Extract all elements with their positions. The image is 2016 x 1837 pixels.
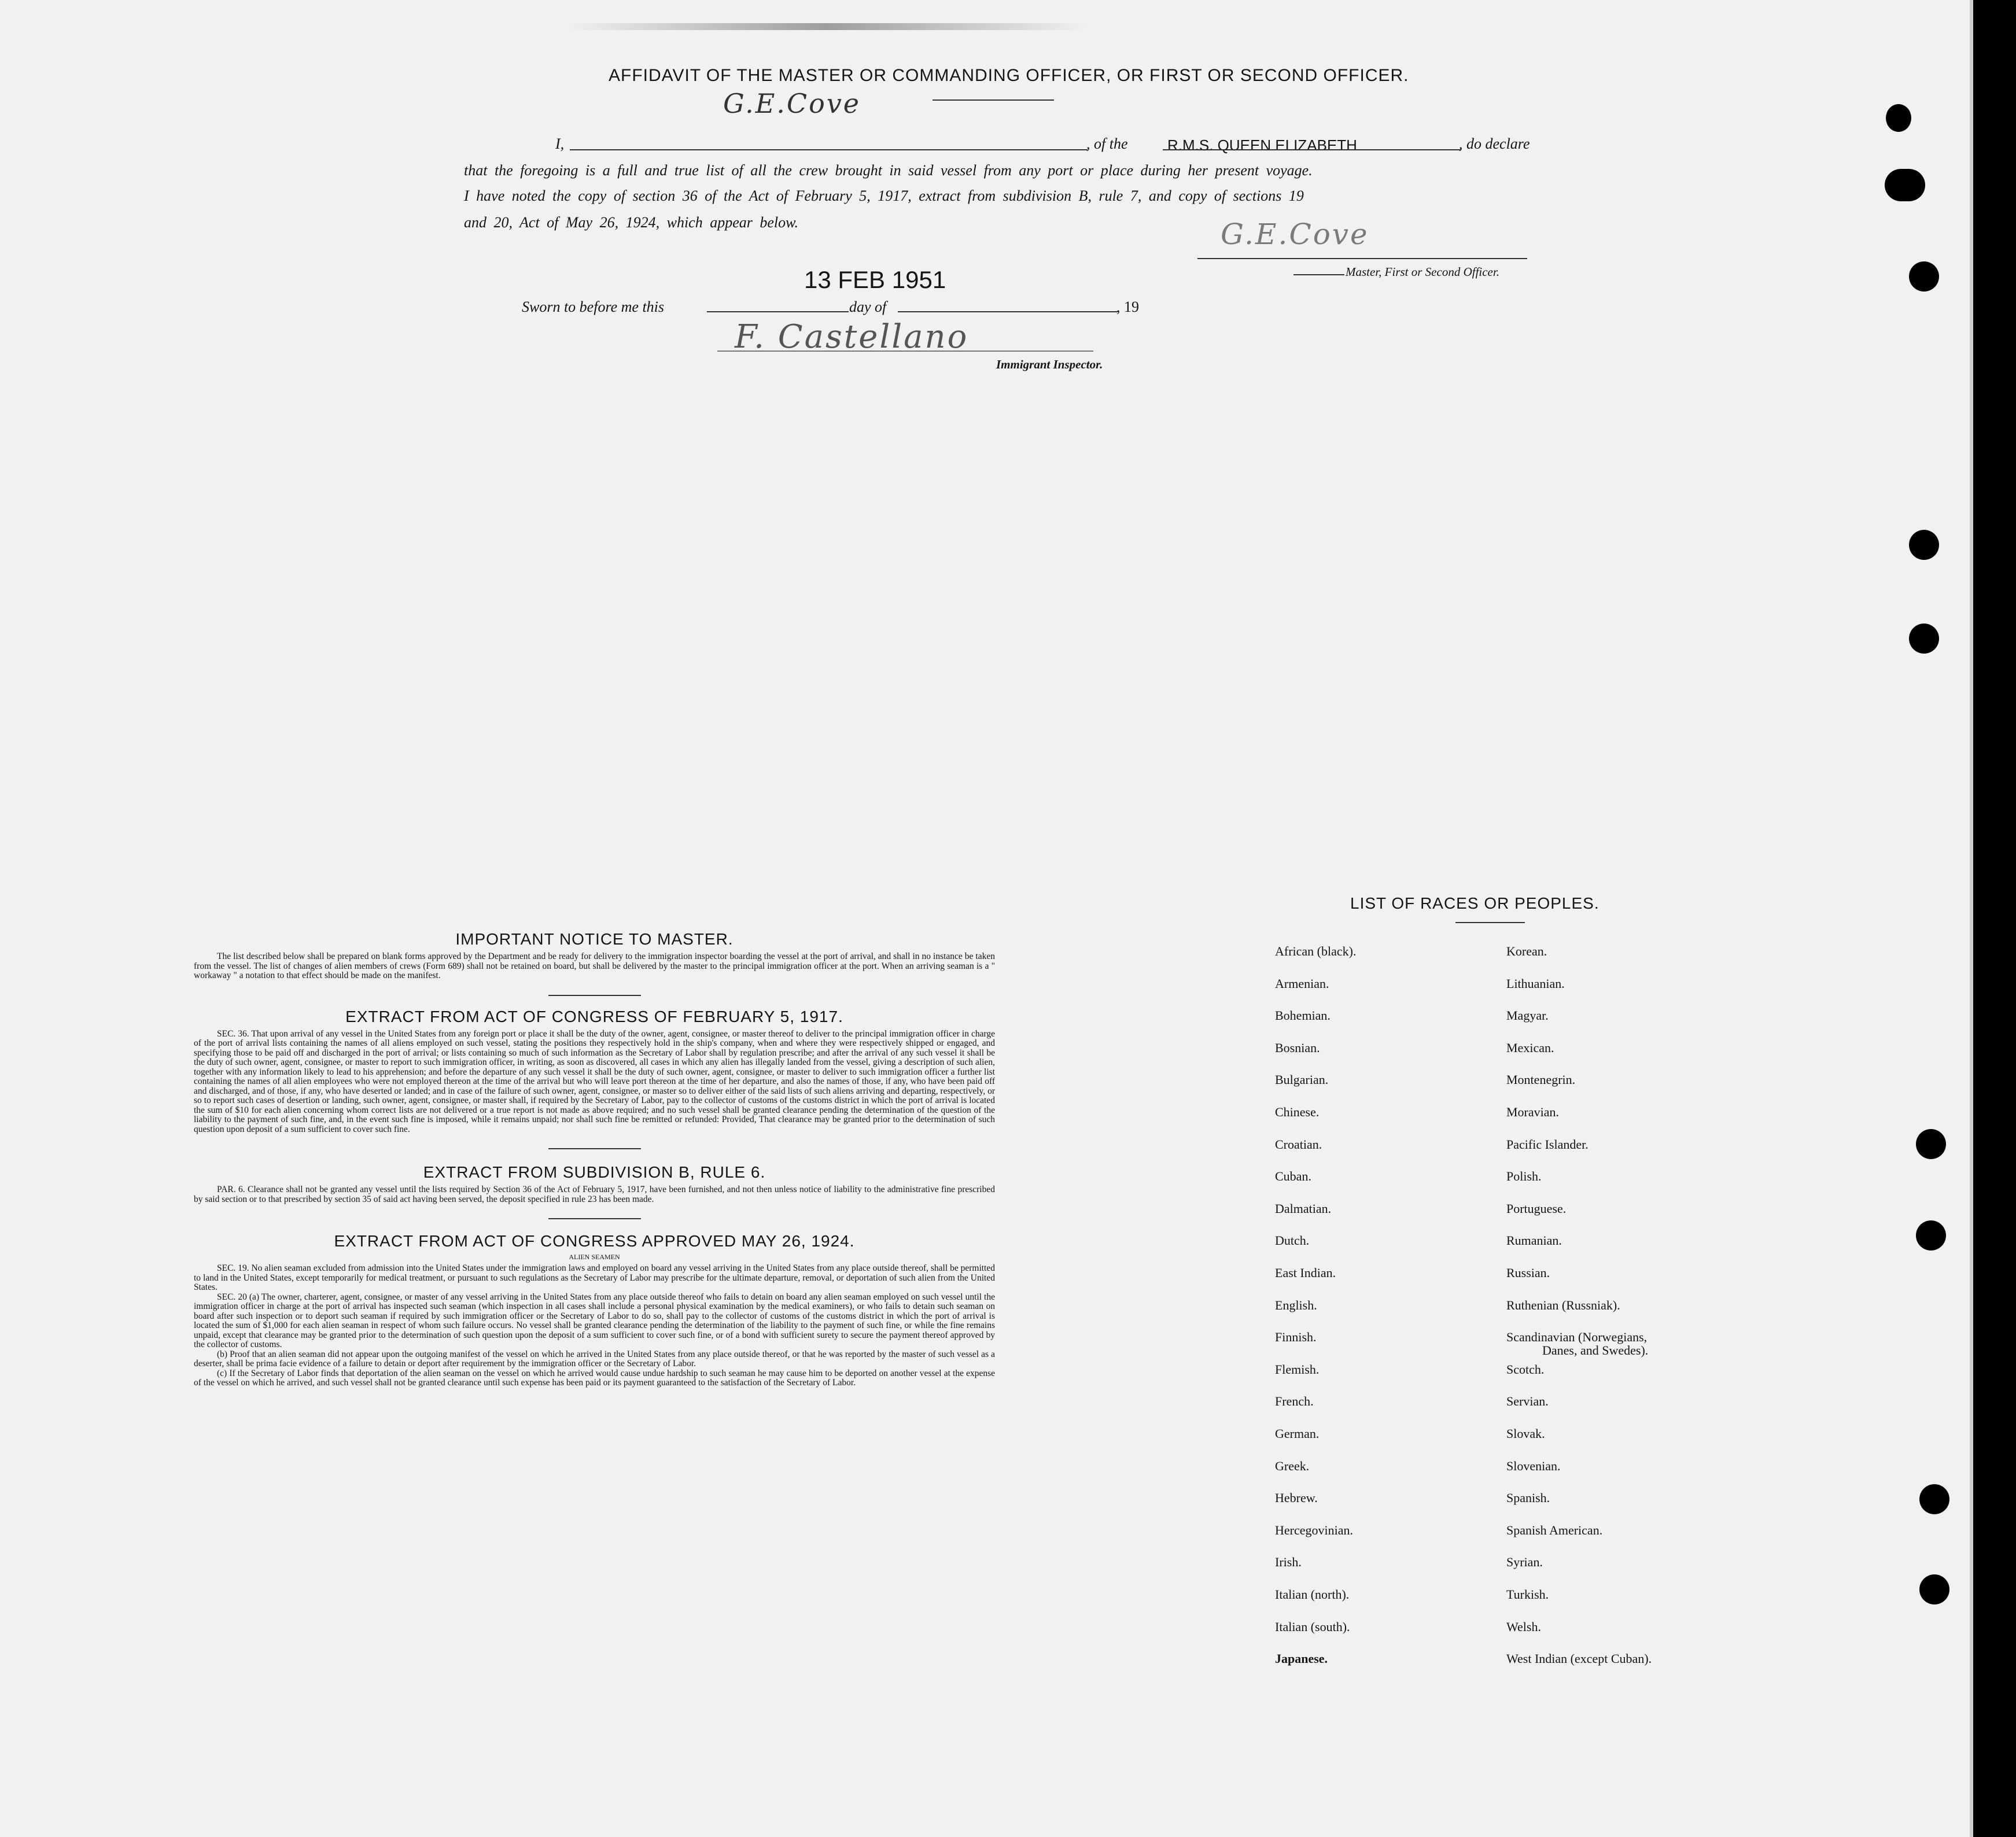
punch-hole xyxy=(1886,104,1911,132)
race-item: Pacific Islander. xyxy=(1506,1137,1589,1152)
signature-inspector: F. Castellano xyxy=(735,318,969,356)
race-item: Bohemian. xyxy=(1275,1008,1331,1023)
race-item: Montenegrin. xyxy=(1506,1072,1576,1087)
race-item: French. xyxy=(1275,1394,1314,1409)
notice-text: The list described below shall be prepared on blank forms approved by the Department and be ready for delivery to the immigration inspector boarding the vessel at the port of arrival, and shall in no instance be taken from the vessel. The list of changes of alien members of crews (Form 689) shall not be retained on board, but shall be delivered by the master to the principal immigration officer at the port. When an arriving seaman is a " workaway " a notation to that effect should be made on the manifest. xyxy=(194,951,995,980)
race-item: Scandinavian (Norwegians, xyxy=(1506,1330,1648,1345)
affidavit-line-2: I have noted the copy of section 36 of the Act of February 5, 1917, extract from subdivision B, rule 7, and copy of sections 19 xyxy=(464,187,1304,204)
notice-column xyxy=(194,930,995,1388)
punch-hole xyxy=(1919,1484,1949,1514)
race-item: German. xyxy=(1275,1426,1320,1441)
divider xyxy=(548,1218,641,1219)
sworn-line xyxy=(707,311,849,312)
notice-heading: IMPORTANT NOTICE TO MASTER. xyxy=(455,930,734,948)
month-line xyxy=(898,311,1118,312)
extract-1924-sec20c: (c) If the Secretary of Labor finds that deportation of the alien seaman on the vessel on which he arrived would cause undue hardship to such seaman he may cause him to be deported on another vessel at the expense of the vessel on which he arrived, and such vessel shall not be granted clearance until such expense has been paid or its payment guaranteed to the satisfaction of the Secretary of Labor. xyxy=(194,1368,995,1388)
inspector-line xyxy=(717,351,1093,352)
race-item: Scotch. xyxy=(1506,1362,1545,1377)
race-item: Flemish. xyxy=(1275,1362,1320,1377)
race-item: Hercegovinian. xyxy=(1275,1522,1353,1537)
races-underline xyxy=(1455,922,1525,923)
race-item: Chinese. xyxy=(1275,1105,1320,1119)
master-label: Master, First or Second Officer. xyxy=(1346,265,1499,279)
extract-1924-sec20a: SEC. 20 (a) The owner, charterer, agent, consignee, or master of any vessel arriving in the United States from any place outside thereof who fails to detain on board any alien seaman employed on such vessel until the immigration officer in charge at the port of arrival has inspected such seaman (which inspection in all cases shall include a personal physical examination by the medical examiners), or who fails to detain such seaman on board after such inspection or to deport such seaman if required by such immigration officer or the Secretary of Labor to do so, shall pay to the collector of customs of the customs district in which the port of arrival is located the sum of $1,000 for each alien seaman in respect of whom such failure occurs. No vessel shall be granted clearance pending the determination of the liability to the payment of such fine, or while the fine remains unpaid, except that clearance may be granted prior to the determination of such question upon the deposit of a sum sufficient to cover such fine, or of a bond with sufficient surety to secure the payment thereof approved by the collector of customs. xyxy=(194,1292,995,1349)
scan-edge-shadow xyxy=(567,23,1088,30)
race-item: African (black). xyxy=(1275,944,1357,958)
year-suffix: , 19 xyxy=(1116,298,1139,315)
race-item: Italian (north). xyxy=(1275,1587,1350,1602)
divider xyxy=(548,995,641,996)
alien-seamen-subheading: ALIEN SEAMEN xyxy=(569,1253,620,1261)
extract-1917-text: SEC. 36. That upon arrival of any vessel in the United States from any foreign port or place it shall be the duty of the owner, agent, consignee, or master thereof to deliver to the principal immigration officer in charge of the port of arrival lists containing the names of all aliens employed on such vessel, stating the positions they respectively hold in the ship's company, when and where they were respectively shipped or engaged, and specifying those to be paid off and discharged in the port of arrival; or lists containing so much of such information as the Secretary of Labor shall by regulation prescribe; and after the arrival of any such vessel it shall be the duty of such owner, agent, consignee, or master to report to such immigration officer, in writing, as soon as discovered, all cases in which any alien has illegally landed from the vessel, giving a description of such alien, together with any information likely to lead to his apprehension; and before the departure of any such vessel it shall be the duty of such owner, agent, consignee, or master to deliver to such immigration officer a further list containing the names of all alien employees who were not employed thereon at the time of the arrival but who will leave port thereon at the time of her departure, and also the names of those, if any, who have been paid off and discharged, and of those, if any, who have deserted or landed; and in case of the failure of such owner, agent, consignee, or master so to deliver either of the said lists of such aliens arriving and departing, respectively, or so to report such cases of desertion or landing, such owner, agent, consignee, or master shall, if required by the Secretary of Labor, pay to the collector of customs of the customs district in which the port of arrival is located the sum of $10 for each alien concerning whom correct lists are not delivered or a true report is not made as above required; and no such vessel shall be granted clearance pending the determination of the question of the liability to the payment of such fine, and, in the event such fine is imposed, while it remains unpaid; nor shall such fine be remitted or refunded: Provided, That clearance may be granted prior to the determination of such question upon deposit of a sum sufficient to cover such fine. xyxy=(194,1028,995,1134)
inspector-label: Immigrant Inspector. xyxy=(996,357,1103,371)
race-item: Lithuanian. xyxy=(1506,976,1565,991)
vessel-line xyxy=(1163,149,1461,150)
title-underline xyxy=(933,99,1054,101)
race-item: Japanese. xyxy=(1275,1651,1328,1666)
do-declare-label: , do declare xyxy=(1459,135,1530,152)
extract-1917-heading: EXTRACT FROM ACT OF CONGRESS OF FEBRUARY 5, 1917. xyxy=(345,1007,843,1026)
race-item: Servian. xyxy=(1506,1394,1549,1409)
vessel-name: R.M.S. QUEEN ELIZABETH xyxy=(1167,137,1357,154)
date-stamp: 13 FEB 1951 xyxy=(804,266,946,293)
race-item: Dalmatian. xyxy=(1275,1201,1332,1216)
race-item: Dutch. xyxy=(1275,1233,1310,1248)
master-line-short xyxy=(1293,274,1344,275)
race-item: Finnish. xyxy=(1275,1330,1317,1345)
race-item: Slovenian. xyxy=(1506,1458,1561,1473)
master-line xyxy=(1197,258,1527,259)
race-item: Moravian. xyxy=(1506,1105,1560,1119)
race-item: Rumanian. xyxy=(1506,1233,1562,1248)
day-of-label: day of xyxy=(849,298,887,315)
race-item: Ruthenian (Russniak). xyxy=(1506,1297,1620,1312)
affidavit-title: AFFIDAVIT OF THE MASTER OR COMMANDING OFFICER, OR FIRST OR SECOND OFFICER. xyxy=(609,66,1409,85)
affidavit-line-1: that the foregoing is a full and true list of all the crew brought in said vessel from any port or place during her present voyage. xyxy=(464,162,1313,179)
affidavit-line-3: and 20, Act of May 26, 1924, which appear below. xyxy=(464,214,799,231)
race-item: Syrian. xyxy=(1506,1555,1543,1570)
punch-hole xyxy=(1909,530,1939,560)
extract-1924-heading: EXTRACT FROM ACT OF CONGRESS APPROVED MAY 26, 1924. xyxy=(334,1232,855,1250)
punch-hole xyxy=(1916,1129,1946,1159)
race-item: Greek. xyxy=(1275,1458,1310,1473)
signature-master: G.E.Cove xyxy=(1221,217,1369,251)
race-item: Irish. xyxy=(1275,1555,1302,1570)
race-item: Polish. xyxy=(1506,1169,1542,1184)
race-item: Bulgarian. xyxy=(1275,1072,1329,1087)
i-label: I, xyxy=(555,135,565,152)
race-item: Spanish. xyxy=(1506,1491,1550,1506)
race-item: Korean. xyxy=(1506,944,1547,958)
race-item: Portuguese. xyxy=(1506,1201,1567,1216)
sworn-label: Sworn to before me this xyxy=(522,298,665,315)
race-item: Magyar. xyxy=(1506,1008,1549,1023)
punch-hole xyxy=(1909,261,1939,292)
extract-1924-sec19: SEC. 19. No alien seaman excluded from admission into the United States under the immigration laws and employed on board any vessel arriving in the United States from any place outside thereof, shall be permitted to land in the United States, except temporarily for medical treatment, or pursuant to such regulations as the Secretary of Labor may prescribe for the ultimate departure, removal, or deportation of such alien from the United States. xyxy=(194,1263,995,1292)
race-item: Russian. xyxy=(1506,1266,1550,1280)
punch-hole xyxy=(1885,169,1925,201)
race-item: Turkish. xyxy=(1506,1587,1549,1602)
race-item: Bosnian. xyxy=(1275,1040,1320,1055)
punch-hole xyxy=(1916,1220,1946,1251)
punch-hole xyxy=(1919,1574,1949,1604)
extract-rule-heading: EXTRACT FROM SUBDIVISION B, RULE 6. xyxy=(423,1163,766,1181)
races-heading: LIST OF RACES OR PEOPLES. xyxy=(1350,894,1599,912)
race-item: Croatian. xyxy=(1275,1137,1322,1152)
race-item: Armenian. xyxy=(1275,976,1329,991)
race-item: English. xyxy=(1275,1297,1317,1312)
race-item: Cuban. xyxy=(1275,1169,1311,1184)
signature-top: G.E.Cove xyxy=(723,88,861,119)
race-item: West Indian (except Cuban). xyxy=(1506,1651,1652,1666)
race-item: East Indian. xyxy=(1275,1266,1336,1280)
extract-rule-text: PAR. 6. Clearance shall not be granted any vessel until the lists required by Section 36 of the Act of February 5, 1917, have been furnished, and not then unless notice of liability to the administrative fine prescribed by said section or to that prescribed by section 35 of said act having been served, the deposit specified in rule 23 has been made. xyxy=(194,1185,995,1204)
race-item: Slovak. xyxy=(1506,1426,1545,1441)
race-item: Welsh. xyxy=(1506,1619,1541,1634)
punch-hole xyxy=(1909,624,1939,654)
races-right-continuation: Danes, and Swedes). xyxy=(1542,1343,1649,1358)
race-item: Mexican. xyxy=(1506,1040,1554,1055)
name-line xyxy=(570,149,1088,150)
race-item: Hebrew. xyxy=(1275,1491,1318,1506)
divider xyxy=(548,1148,641,1149)
race-item: Spanish American. xyxy=(1506,1522,1603,1537)
of-the-label: , of the xyxy=(1086,135,1128,152)
extract-1924-sec20b: (b) Proof that an alien seaman did not appear upon the outgoing manifest of the vessel on which he arrived in the United States from any place outside thereof, or that he was reported by the master of such vessel as a deserter, shall be prima facie evidence of a failure to detain or deport after requirement by the immigration officer or the Secretary of Labor. xyxy=(194,1349,995,1368)
race-item: Italian (south). xyxy=(1275,1619,1350,1634)
